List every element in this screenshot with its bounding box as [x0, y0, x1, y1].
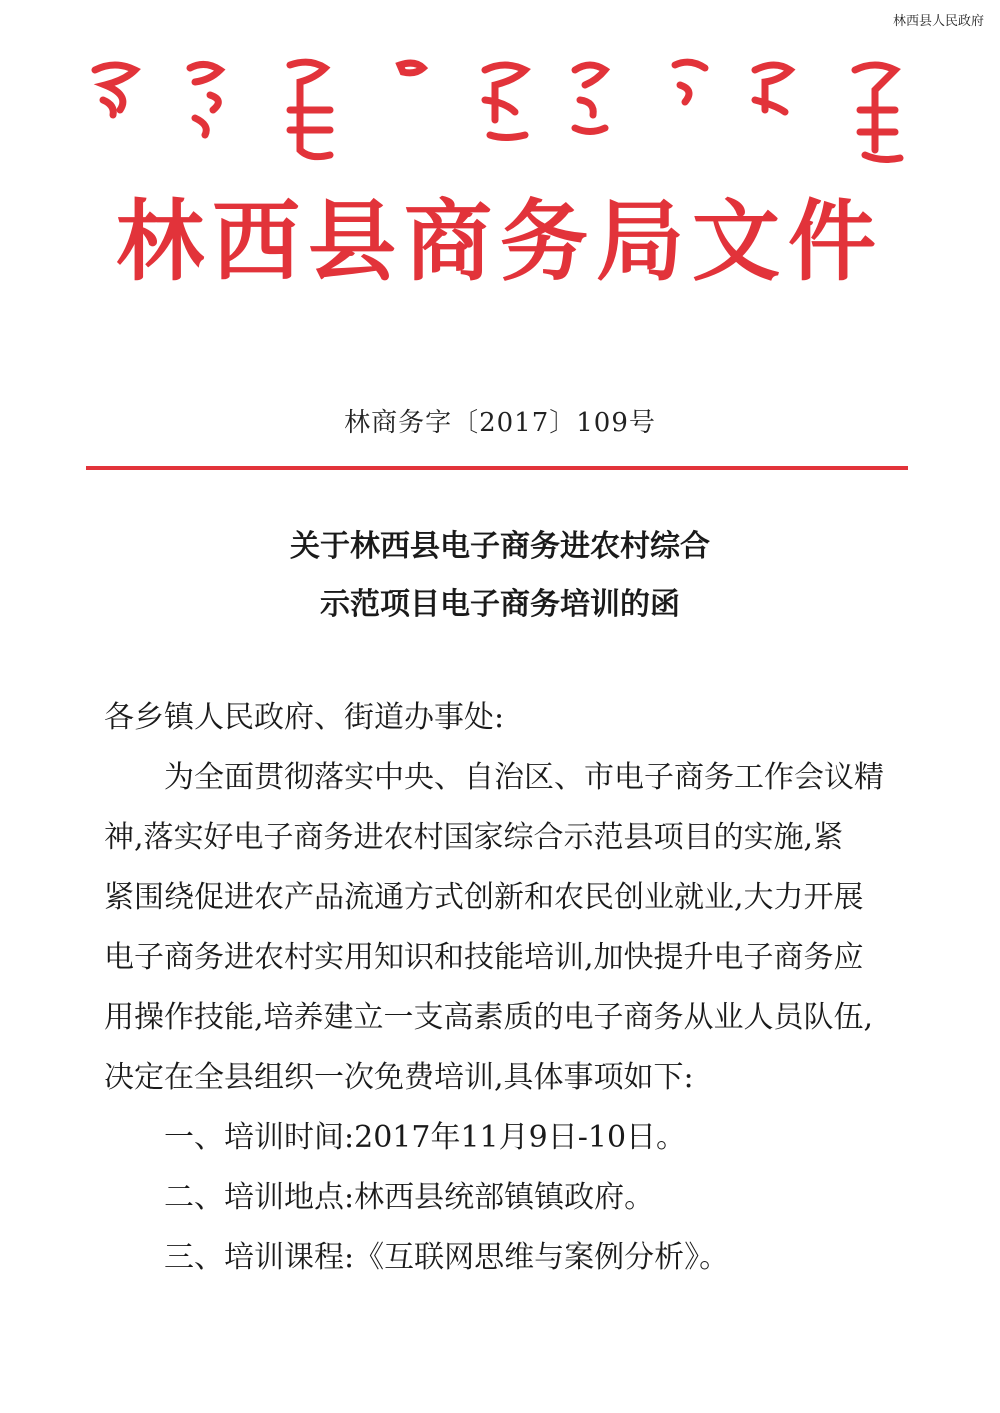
document-body	[104, 688, 904, 1288]
list-item-location: 二、培训地点:林西县统部镇镇政府。	[164, 1180, 655, 1215]
subject-line-2: 示范项目电子商务培训的函	[320, 587, 680, 622]
document-number: 林商务字〔2017〕109号	[344, 408, 656, 438]
addressee: 各乡镇人民政府、街道办事处:	[104, 700, 505, 735]
paragraph-line: 决定在全县组织一次免费培训,具体事项如下:	[104, 1060, 694, 1095]
document-subject	[0, 518, 1000, 634]
paragraph-line: 神,落实好电子商务进农村国家综合示范县项目的实施,紧	[104, 820, 844, 855]
red-divider-line	[86, 466, 908, 470]
subject-line-1: 关于林西县电子商务进农村综合	[290, 529, 710, 564]
paragraph-line: 用操作技能,培养建立一支高素质的电子商务从业人员队伍,	[104, 1000, 874, 1035]
letterhead-title: 林西县商务局文件	[115, 190, 884, 293]
mongolian-script-header	[85, 40, 915, 170]
paragraph-line: 紧围绕促进农产品流通方式创新和农民创业就业,大力开展	[104, 880, 864, 915]
list-item-course: 三、培训课程:《互联网思维与案例分析》。	[164, 1240, 730, 1275]
site-watermark: 林西县人民政府	[892, 14, 984, 29]
paragraph-line: 电子商务进农村实用知识和技能培训,加快提升电子商务应	[104, 940, 864, 975]
list-item-time: 一、培训时间:2017年11月9日-10日。	[164, 1120, 687, 1155]
paragraph-line: 为全面贯彻落实中央、自治区、市电子商务工作会议精	[164, 760, 884, 795]
